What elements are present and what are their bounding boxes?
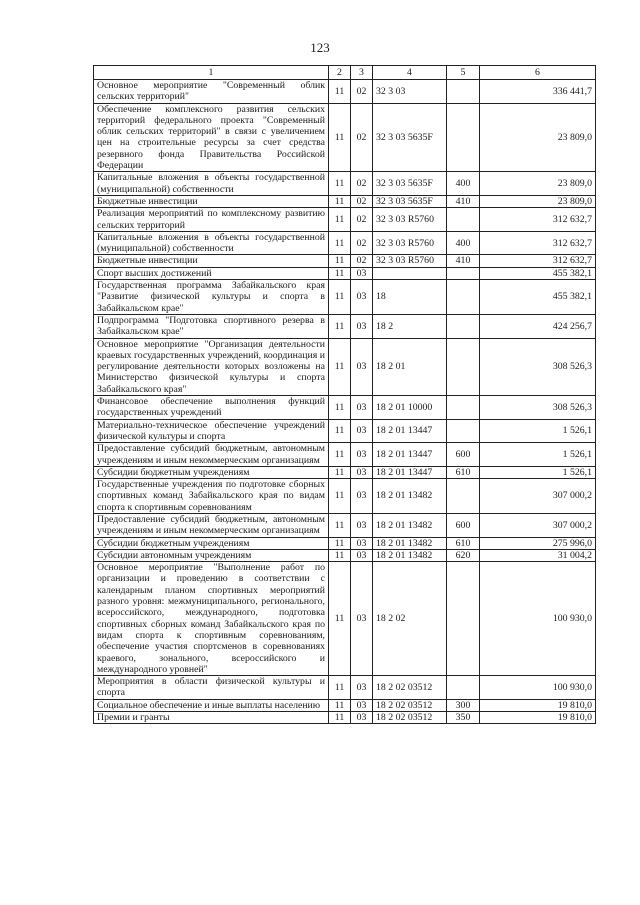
page-number: 123 xyxy=(310,40,330,55)
table-row xyxy=(94,172,596,196)
row-section-cell: 11 xyxy=(329,562,351,676)
row-name-cell: Реализация мероприятий по комплексному развитию сельских территорий xyxy=(94,208,329,232)
row-subsection-cell: 03 xyxy=(351,513,373,537)
row-target-code-cell: 18 2 01 13447 xyxy=(373,443,447,467)
table-row xyxy=(94,208,596,232)
header-col-1: 1 xyxy=(94,66,329,80)
row-expense-type-cell: 350 xyxy=(447,712,480,724)
row-name-cell: Капитальные вложения в объекты государственной (муниципальной) собственности xyxy=(94,172,329,196)
row-expense-type-cell: 410 xyxy=(447,195,480,207)
row-section-cell: 11 xyxy=(329,80,351,104)
row-amount-cell: 100 930,0 xyxy=(480,562,596,676)
row-amount-cell: 424 256,7 xyxy=(480,314,596,338)
row-name-cell: Премии и гранты xyxy=(94,712,329,724)
row-target-code-cell: 18 xyxy=(373,280,447,315)
row-subsection-cell: 02 xyxy=(351,255,373,267)
row-amount-cell: 1 526,1 xyxy=(480,419,596,443)
header-col-5: 5 xyxy=(447,66,480,80)
header-col-2: 2 xyxy=(329,66,351,80)
row-section-cell: 11 xyxy=(329,676,351,700)
table-row xyxy=(94,280,596,315)
row-section-cell: 11 xyxy=(329,314,351,338)
row-name-cell: Социальное обеспечение и иные выплаты населению xyxy=(94,699,329,711)
row-amount-cell: 23 809,0 xyxy=(480,172,596,196)
table-row xyxy=(94,676,596,700)
row-subsection-cell: 03 xyxy=(351,562,373,676)
row-target-code-cell: 18 2 01 13482 xyxy=(373,537,447,549)
row-target-code-cell: 18 2 01 13447 xyxy=(373,466,447,478)
row-section-cell: 11 xyxy=(329,267,351,279)
budget-table xyxy=(93,65,596,724)
row-expense-type-cell: 610 xyxy=(447,537,480,549)
row-target-code-cell: 32 3 03 5635F xyxy=(373,195,447,207)
row-name-cell: Бюджетные инвестиции xyxy=(94,255,329,267)
row-section-cell: 11 xyxy=(329,280,351,315)
row-target-code-cell: 18 2 xyxy=(373,314,447,338)
row-amount-cell: 100 930,0 xyxy=(480,676,596,700)
row-name-cell: Подпрограмма "Подготовка спортивного резерва в Забайкальском крае" xyxy=(94,314,329,338)
row-expense-type-cell xyxy=(447,314,480,338)
row-expense-type-cell xyxy=(447,562,480,676)
row-expense-type-cell xyxy=(447,280,480,315)
row-target-code-cell xyxy=(373,267,447,279)
table-row xyxy=(94,537,596,549)
table-row xyxy=(94,338,596,395)
row-target-code-cell: 32 3 03 xyxy=(373,80,447,104)
row-name-cell: Субсидии бюджетным учреждениям xyxy=(94,466,329,478)
row-section-cell: 11 xyxy=(329,712,351,724)
row-subsection-cell: 03 xyxy=(351,338,373,395)
table-row xyxy=(94,443,596,467)
row-expense-type-cell: 410 xyxy=(447,255,480,267)
row-name-cell: Спорт высших достижений xyxy=(94,267,329,279)
row-expense-type-cell: 620 xyxy=(447,549,480,561)
row-expense-type-cell: 400 xyxy=(447,172,480,196)
row-section-cell: 11 xyxy=(329,396,351,420)
row-subsection-cell: 03 xyxy=(351,267,373,279)
row-name-cell: Предоставление субсидий бюджетным, автономным учреждениям и иным некоммерческим организациям xyxy=(94,513,329,537)
row-name-cell: Основное мероприятие "Современный облик сельских территорий" xyxy=(94,80,329,104)
row-expense-type-cell xyxy=(447,80,480,104)
row-subsection-cell: 02 xyxy=(351,103,373,172)
row-target-code-cell: 18 2 01 13482 xyxy=(373,479,447,514)
header-col-4: 4 xyxy=(373,66,447,80)
row-amount-cell: 308 526,3 xyxy=(480,338,596,395)
row-target-code-cell: 18 2 01 13482 xyxy=(373,549,447,561)
table-row xyxy=(94,314,596,338)
table-row xyxy=(94,562,596,676)
table-body xyxy=(94,80,596,724)
table-row xyxy=(94,255,596,267)
row-subsection-cell: 03 xyxy=(351,479,373,514)
row-subsection-cell: 03 xyxy=(351,549,373,561)
row-section-cell: 11 xyxy=(329,443,351,467)
row-subsection-cell: 02 xyxy=(351,231,373,255)
row-expense-type-cell xyxy=(447,396,480,420)
row-subsection-cell: 03 xyxy=(351,537,373,549)
row-target-code-cell: 32 3 03 5635F xyxy=(373,172,447,196)
row-name-cell: Капитальные вложения в объекты государственной (муниципальной) собственности xyxy=(94,231,329,255)
row-target-code-cell: 18 2 02 03512 xyxy=(373,676,447,700)
row-subsection-cell: 02 xyxy=(351,208,373,232)
row-subsection-cell: 03 xyxy=(351,676,373,700)
row-name-cell: Бюджетные инвестиции xyxy=(94,195,329,207)
table-row xyxy=(94,419,596,443)
row-target-code-cell: 18 2 01 xyxy=(373,338,447,395)
row-expense-type-cell xyxy=(447,338,480,395)
row-expense-type-cell: 400 xyxy=(447,231,480,255)
row-name-cell: Субсидии автономным учреждениям xyxy=(94,549,329,561)
row-amount-cell: 23 809,0 xyxy=(480,103,596,172)
row-subsection-cell: 03 xyxy=(351,280,373,315)
row-subsection-cell: 02 xyxy=(351,80,373,104)
table-header-row xyxy=(94,66,596,80)
row-name-cell: Основное мероприятие "Организация деятельности краевых государственных учреждений, координация и регулирование деятельности которых возложены на Министерство физической культуры и спорта Забайкальского края" xyxy=(94,338,329,395)
row-expense-type-cell xyxy=(447,419,480,443)
row-name-cell: Основное мероприятие "Выполнение работ по организации и проведению в соответствии с календарным планом спортивных мероприятий разного уровня: межмуниципального, регионального, всероссийского, международного, подготовка спортивных сборных команд Забайкальского края по видам спорта к спортивным соревнованиям, обеспечение участия спортсменов в соревнованиях краевого, зонального, всероссийского и международного уровней" xyxy=(94,562,329,676)
row-subsection-cell: 03 xyxy=(351,466,373,478)
row-amount-cell: 455 382,1 xyxy=(480,267,596,279)
row-target-code-cell: 18 2 02 03512 xyxy=(373,699,447,711)
row-name-cell: Субсидии бюджетным учреждениям xyxy=(94,537,329,549)
row-amount-cell: 307 000,2 xyxy=(480,513,596,537)
row-amount-cell: 312 632,7 xyxy=(480,255,596,267)
row-section-cell: 11 xyxy=(329,466,351,478)
row-target-code-cell: 18 2 01 13447 xyxy=(373,419,447,443)
row-section-cell: 11 xyxy=(329,513,351,537)
table-row xyxy=(94,712,596,724)
row-name-cell: Предоставление субсидий бюджетным, автономным учреждениям и иным некоммерческим организациям xyxy=(94,443,329,467)
table-row xyxy=(94,231,596,255)
table-row xyxy=(94,699,596,711)
row-amount-cell: 19 810,0 xyxy=(480,712,596,724)
row-amount-cell: 19 810,0 xyxy=(480,699,596,711)
row-target-code-cell: 32 3 03 R5760 xyxy=(373,231,447,255)
row-amount-cell: 23 809,0 xyxy=(480,195,596,207)
row-subsection-cell: 02 xyxy=(351,172,373,196)
row-target-code-cell: 18 2 02 03512 xyxy=(373,712,447,724)
table-row xyxy=(94,549,596,561)
row-section-cell: 11 xyxy=(329,699,351,711)
row-subsection-cell: 03 xyxy=(351,712,373,724)
header-col-6: 6 xyxy=(480,66,596,80)
table-row xyxy=(94,267,596,279)
row-name-cell: Финансовое обеспечение выполнения функций государственных учреждений xyxy=(94,396,329,420)
row-subsection-cell: 03 xyxy=(351,699,373,711)
row-subsection-cell: 03 xyxy=(351,443,373,467)
row-target-code-cell: 32 3 03 R5760 xyxy=(373,255,447,267)
row-subsection-cell: 03 xyxy=(351,396,373,420)
row-subsection-cell: 02 xyxy=(351,195,373,207)
row-amount-cell: 455 382,1 xyxy=(480,280,596,315)
row-amount-cell: 308 526,3 xyxy=(480,396,596,420)
row-section-cell: 11 xyxy=(329,172,351,196)
row-target-code-cell: 18 2 02 xyxy=(373,562,447,676)
row-target-code-cell: 18 2 01 13482 xyxy=(373,513,447,537)
table-row xyxy=(94,479,596,514)
row-subsection-cell: 03 xyxy=(351,419,373,443)
row-expense-type-cell xyxy=(447,676,480,700)
row-section-cell: 11 xyxy=(329,549,351,561)
row-subsection-cell: 03 xyxy=(351,314,373,338)
row-section-cell: 11 xyxy=(329,255,351,267)
row-name-cell: Обеспечение комплексного развития сельских территорий федерального проекта "Современный облик сельских территорий" в связи с увеличением цен на строительные ресурсы за счет средства резервного фонда Правительства Российской Федерации xyxy=(94,103,329,172)
row-section-cell: 11 xyxy=(329,195,351,207)
row-amount-cell: 1 526,1 xyxy=(480,466,596,478)
row-amount-cell: 336 441,7 xyxy=(480,80,596,104)
row-expense-type-cell xyxy=(447,267,480,279)
row-amount-cell: 312 632,7 xyxy=(480,231,596,255)
row-section-cell: 11 xyxy=(329,479,351,514)
row-target-code-cell: 32 3 03 R5760 xyxy=(373,208,447,232)
table-row xyxy=(94,80,596,104)
row-expense-type-cell xyxy=(447,208,480,232)
row-section-cell: 11 xyxy=(329,537,351,549)
table-row xyxy=(94,513,596,537)
row-target-code-cell: 18 2 01 10000 xyxy=(373,396,447,420)
row-section-cell: 11 xyxy=(329,208,351,232)
row-name-cell: Государственная программа Забайкальского края "Развитие физической культуры и спорта в Забайкальском крае" xyxy=(94,280,329,315)
table-row xyxy=(94,396,596,420)
row-expense-type-cell xyxy=(447,103,480,172)
row-section-cell: 11 xyxy=(329,231,351,255)
row-expense-type-cell xyxy=(447,479,480,514)
row-name-cell: Материально-техническое обеспечение учреждений физической культуры и спорта xyxy=(94,419,329,443)
table-row xyxy=(94,195,596,207)
row-expense-type-cell: 300 xyxy=(447,699,480,711)
table-row xyxy=(94,103,596,172)
row-amount-cell: 1 526,1 xyxy=(480,443,596,467)
table-row xyxy=(94,466,596,478)
row-amount-cell: 275 996,0 xyxy=(480,537,596,549)
row-expense-type-cell: 600 xyxy=(447,513,480,537)
header-col-3: 3 xyxy=(351,66,373,80)
row-section-cell: 11 xyxy=(329,103,351,172)
row-amount-cell: 307 000,2 xyxy=(480,479,596,514)
row-expense-type-cell: 610 xyxy=(447,466,480,478)
row-name-cell: Мероприятия в области физической культуры и спорта xyxy=(94,676,329,700)
row-section-cell: 11 xyxy=(329,338,351,395)
row-name-cell: Государственные учреждения по подготовке сборных спортивных команд Забайкальского края по видам спорта к спортивным соревнованиям xyxy=(94,479,329,514)
row-section-cell: 11 xyxy=(329,419,351,443)
row-amount-cell: 312 632,7 xyxy=(480,208,596,232)
row-expense-type-cell: 600 xyxy=(447,443,480,467)
row-amount-cell: 31 004,2 xyxy=(480,549,596,561)
row-target-code-cell: 32 3 03 5635F xyxy=(373,103,447,172)
